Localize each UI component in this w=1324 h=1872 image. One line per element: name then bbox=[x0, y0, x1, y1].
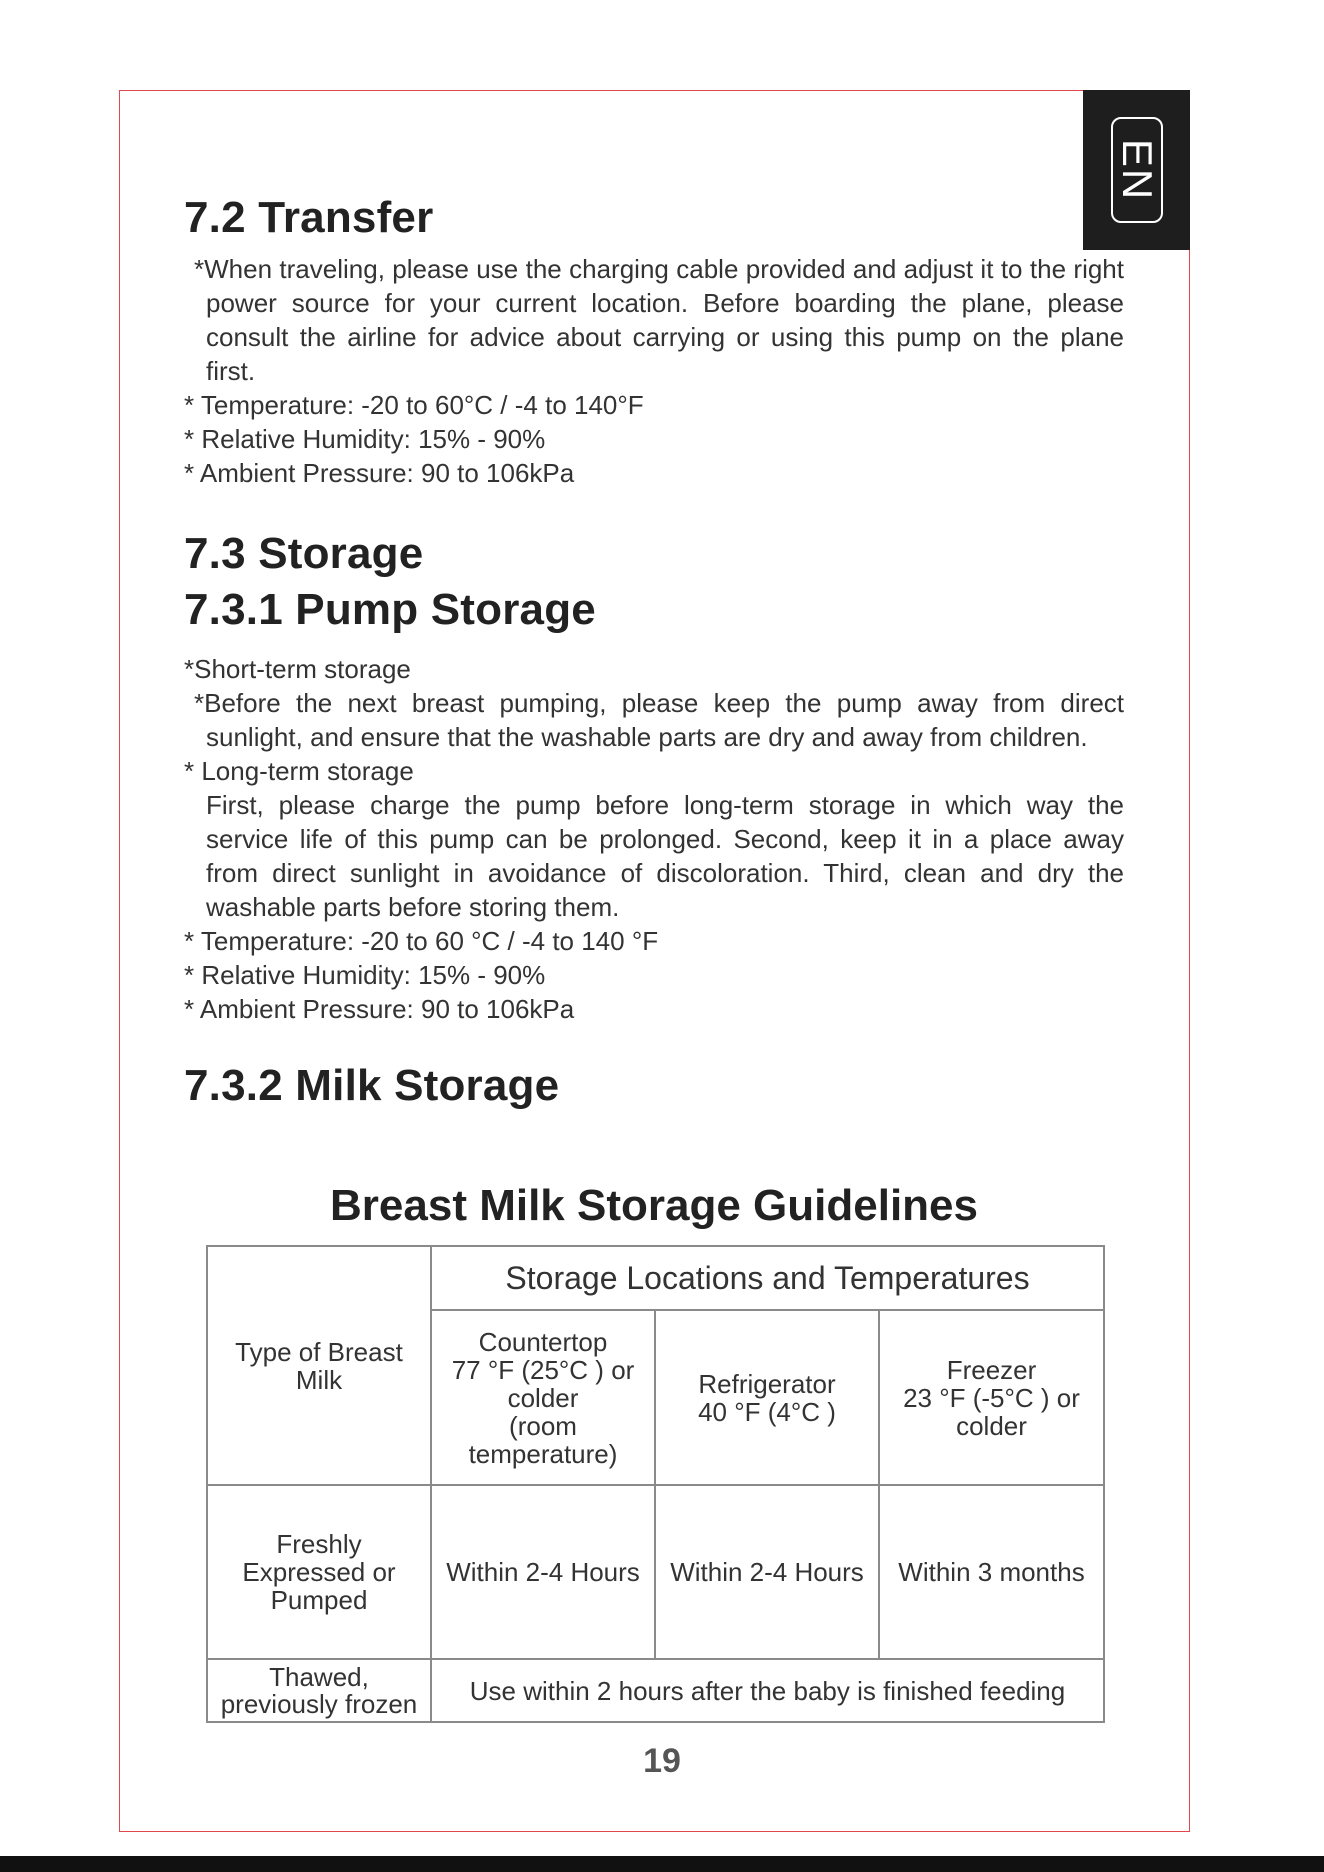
table-row bbox=[207, 1659, 1104, 1722]
heading-milk-storage: 7.3.2 Milk Storage bbox=[184, 1061, 560, 1110]
fresh-freezer: Within 3 months bbox=[879, 1485, 1104, 1659]
fresh-label: Freshly Expressed or Pumped bbox=[207, 1485, 431, 1659]
transfer-travel-note: *When traveling, please use the charging cable provided and adjust it to the right power source for your current location. Before boarding the plane, please consult the airline for advice about carrying or using this pump on the plane first. bbox=[194, 254, 1124, 386]
table-row bbox=[207, 1485, 1104, 1659]
fresh-refrigerator: Within 2-4 Hours bbox=[655, 1485, 879, 1659]
countertop-header: Countertop 77 °F (25°C ) or colder (room temperature) bbox=[431, 1310, 655, 1485]
freezer-header: Freezer 23 °F (-5°C ) or colder bbox=[879, 1310, 1104, 1485]
pump-humidity: * Relative Humidity: 15% - 90% bbox=[184, 960, 546, 990]
type-header: Type of Breast Milk bbox=[207, 1246, 431, 1485]
thawed-value: Use within 2 hours after the baby is finished feeding bbox=[431, 1659, 1104, 1722]
transfer-pressure: * Ambient Pressure: 90 to 106kPa bbox=[184, 458, 575, 488]
milk-storage-table bbox=[206, 1245, 1105, 1723]
pump-short-term: *Short-term storage bbox=[184, 654, 411, 684]
heading-transfer: 7.2 Transfer bbox=[184, 193, 434, 242]
heading-storage: 7.3 Storage bbox=[184, 529, 424, 578]
bottom-edge bbox=[0, 1856, 1324, 1872]
guidelines-title: Breast Milk Storage Guidelines bbox=[330, 1181, 978, 1230]
locations-header: Storage Locations and Temperatures bbox=[431, 1246, 1104, 1310]
pump-long-term-note: First, please charge the pump before long-term storage in which way the service life of this pump can be prolonged. Second, keep it in a place away from direct sunlight in avoidance of discoloration. Third, clean and dry the washable parts before storing them. bbox=[206, 790, 1124, 922]
transfer-temperature: * Temperature: -20 to 60°C / -4 to 140°F bbox=[184, 390, 644, 420]
pump-pressure: * Ambient Pressure: 90 to 106kPa bbox=[184, 994, 575, 1024]
page-content bbox=[184, 190, 1124, 1114]
pump-short-term-note: *Before the next breast pumping, please keep the pump away from direct sunlight, and ensure that the washable parts are dry and away from children. bbox=[194, 688, 1124, 752]
page-number: 19 bbox=[643, 1742, 681, 1780]
language-label: EN bbox=[1114, 138, 1161, 202]
thawed-label: Thawed, previously frozen bbox=[207, 1659, 431, 1722]
transfer-humidity: * Relative Humidity: 15% - 90% bbox=[184, 424, 546, 454]
fresh-countertop: Within 2-4 Hours bbox=[431, 1485, 655, 1659]
pump-long-term: * Long-term storage bbox=[184, 756, 414, 786]
heading-pump-storage: 7.3.1 Pump Storage bbox=[184, 585, 596, 634]
refrigerator-header: Refrigerator 40 °F (4°C ) bbox=[655, 1310, 879, 1485]
pump-temperature: * Temperature: -20 to 60 °C / -4 to 140 °F bbox=[184, 926, 659, 956]
